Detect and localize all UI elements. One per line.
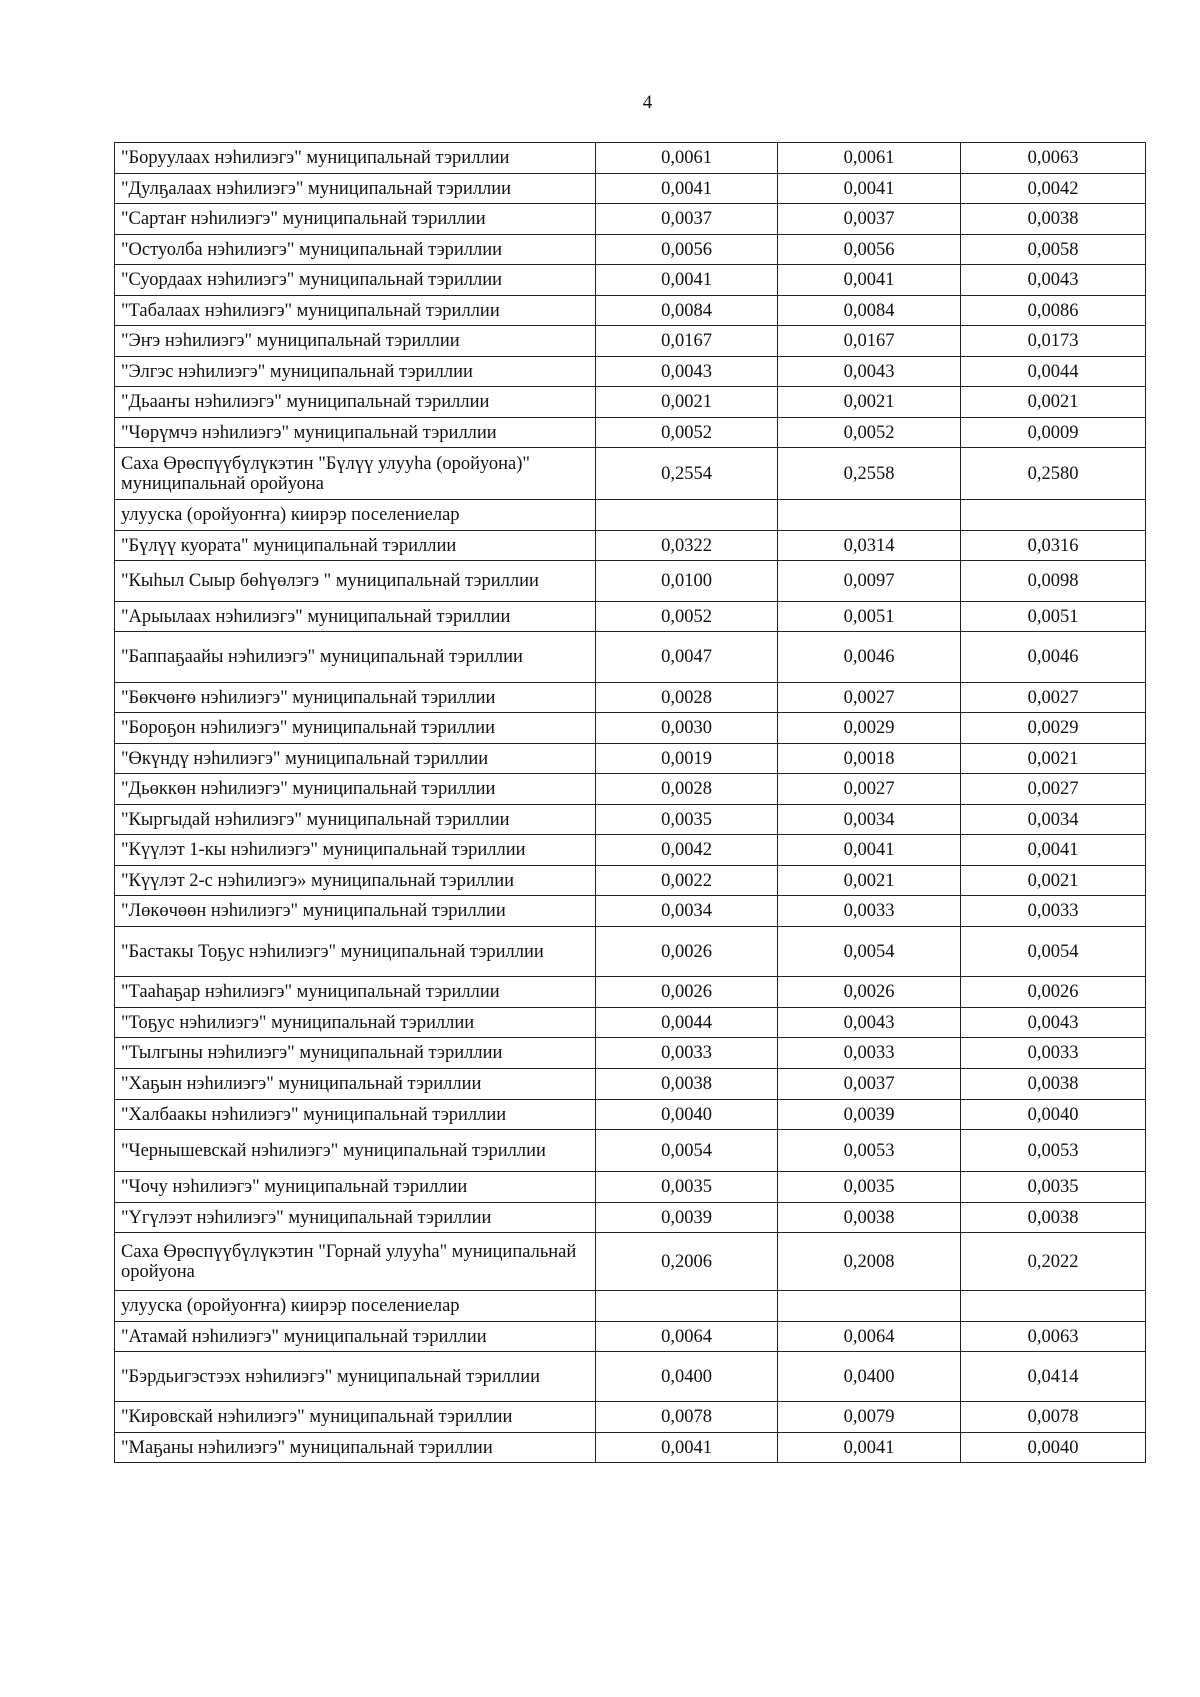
row-value-1: 0,0042 xyxy=(596,835,778,866)
row-value-3: 0,0414 xyxy=(961,1352,1146,1402)
row-value-3: 0,0054 xyxy=(961,927,1146,977)
row-name: "Суордаах нэһилиэгэ" муниципальнай тэриллии xyxy=(115,265,596,296)
row-value-1: 0,0064 xyxy=(596,1322,778,1352)
row-value-2: 0,0043 xyxy=(778,357,961,387)
row-value-2 xyxy=(778,500,961,531)
row-value-3: 0,0053 xyxy=(961,1130,1146,1172)
table-row xyxy=(115,1130,1146,1172)
row-value-1: 0,0028 xyxy=(596,774,778,805)
table-row xyxy=(115,174,1146,204)
table-row xyxy=(115,1008,1146,1038)
row-value-1: 0,2006 xyxy=(596,1233,778,1291)
table-row xyxy=(115,835,1146,866)
row-value-1: 0,0054 xyxy=(596,1130,778,1172)
row-value-3: 0,0021 xyxy=(961,387,1146,418)
row-value-3: 0,0046 xyxy=(961,632,1146,683)
row-value-2 xyxy=(778,1291,961,1322)
row-value-2: 0,0035 xyxy=(778,1172,961,1203)
row-value-3: 0,0026 xyxy=(961,977,1146,1008)
table-row xyxy=(115,1322,1146,1352)
row-value-1: 0,0021 xyxy=(596,387,778,418)
row-value-2: 0,0041 xyxy=(778,835,961,866)
table-row xyxy=(115,1233,1146,1291)
row-name: "Кыһыл Сыыр бөһүөлэгэ " муниципальнай тэриллии xyxy=(115,561,596,602)
row-name: "Дулҕалаах нэһилиэгэ" муниципальнай тэриллии xyxy=(115,174,596,204)
row-name: Саха Өрөспүүбүлүкэтин "Горнай улууһа" муниципальнай оройуона xyxy=(115,1233,596,1291)
table-row xyxy=(115,1203,1146,1233)
row-value-1: 0,0040 xyxy=(596,1100,778,1130)
row-value-1: 0,0167 xyxy=(596,326,778,357)
row-value-2: 0,0314 xyxy=(778,531,961,561)
row-value-1: 0,0052 xyxy=(596,418,778,448)
table-row xyxy=(115,418,1146,448)
row-name: "Баппаҕаайы нэһилиэгэ" муниципальнай тэриллии xyxy=(115,632,596,683)
row-value-2: 0,0033 xyxy=(778,1038,961,1069)
table-row xyxy=(115,602,1146,632)
row-value-1: 0,0019 xyxy=(596,744,778,774)
row-value-1: 0,0084 xyxy=(596,296,778,326)
table-row xyxy=(115,357,1146,387)
table-body xyxy=(115,143,1146,1463)
row-value-2: 0,0053 xyxy=(778,1130,961,1172)
row-name: улууска (оройуоҥҥа) киирэр поселениелар xyxy=(115,1291,596,1322)
row-value-3: 0,0040 xyxy=(961,1100,1146,1130)
row-value-2: 0,0041 xyxy=(778,265,961,296)
row-value-2: 0,0037 xyxy=(778,1069,961,1100)
row-name: "Бороҕон нэһилиэгэ" муниципальнай тэриллии xyxy=(115,713,596,744)
page-number: 4 xyxy=(642,92,653,113)
row-name: "Тоҕус нэһилиэгэ" муниципальнай тэриллии xyxy=(115,1008,596,1038)
row-value-2: 0,0041 xyxy=(778,174,961,204)
table-row xyxy=(115,1069,1146,1100)
table-row xyxy=(115,683,1146,713)
row-value-3: 0,0021 xyxy=(961,866,1146,896)
row-value-1: 0,0043 xyxy=(596,357,778,387)
row-value-2: 0,0026 xyxy=(778,977,961,1008)
row-value-1: 0,0026 xyxy=(596,977,778,1008)
table-row xyxy=(115,204,1146,235)
row-name: улууска (оройуоҥҥа) киирэр поселениелар xyxy=(115,500,596,531)
row-value-1: 0,0078 xyxy=(596,1402,778,1433)
row-value-2: 0,0034 xyxy=(778,805,961,835)
row-value-2: 0,0027 xyxy=(778,683,961,713)
row-value-1: 0,0400 xyxy=(596,1352,778,1402)
row-value-1: 0,0039 xyxy=(596,1203,778,1233)
row-value-3: 0,0029 xyxy=(961,713,1146,744)
row-value-3: 0,0021 xyxy=(961,744,1146,774)
row-value-1: 0,0028 xyxy=(596,683,778,713)
row-value-2: 0,0052 xyxy=(778,418,961,448)
row-name: Саха Өрөспүүбүлүкэтин "Бүлүү улууһа (оройуона)" муниципальнай оройуона xyxy=(115,448,596,500)
row-name: "Атамай нэһилиэгэ" муниципальнай тэриллии xyxy=(115,1322,596,1352)
table-row xyxy=(115,1172,1146,1203)
row-value-2: 0,0021 xyxy=(778,866,961,896)
row-value-2: 0,0038 xyxy=(778,1203,961,1233)
row-value-1: 0,0033 xyxy=(596,1038,778,1069)
row-name: "Бүлүү куората" муниципальнай тэриллии xyxy=(115,531,596,561)
row-value-1: 0,0061 xyxy=(596,143,778,174)
row-value-2: 0,0051 xyxy=(778,602,961,632)
row-value-3: 0,0043 xyxy=(961,1008,1146,1038)
row-value-3: 0,2022 xyxy=(961,1233,1146,1291)
table-row xyxy=(115,500,1146,531)
row-value-1: 0,0041 xyxy=(596,265,778,296)
row-value-3: 0,0078 xyxy=(961,1402,1146,1433)
row-value-2: 0,0084 xyxy=(778,296,961,326)
row-value-3: 0,0063 xyxy=(961,143,1146,174)
row-name: "Күүлэт 1-кы нэһилиэгэ" муниципальнай тэриллии xyxy=(115,835,596,866)
table-row xyxy=(115,866,1146,896)
row-name: "Кировскай нэһилиэгэ" муниципальнай тэриллии xyxy=(115,1402,596,1433)
row-name: "Элгэс нэһилиэгэ" муниципальнай тэриллии xyxy=(115,357,596,387)
row-value-1: 0,0100 xyxy=(596,561,778,602)
row-value-2: 0,2558 xyxy=(778,448,961,500)
row-value-2: 0,0061 xyxy=(778,143,961,174)
table-row xyxy=(115,1100,1146,1130)
row-name: "Бөкчөҥө нэһилиэгэ" муниципальнай тэриллии xyxy=(115,683,596,713)
row-name: "Бастакы Тоҕус нэһилиэгэ" муниципальнай тэриллии xyxy=(115,927,596,977)
table-row xyxy=(115,1291,1146,1322)
row-value-3: 0,0040 xyxy=(961,1433,1146,1463)
row-value-2: 0,0056 xyxy=(778,235,961,265)
row-value-2: 0,0033 xyxy=(778,896,961,927)
row-name: "Күүлэт 2-с нэһилиэгэ» муниципальнай тэриллии xyxy=(115,866,596,896)
row-value-3: 0,0035 xyxy=(961,1172,1146,1203)
row-name: "Сартаҥ нэһилиэгэ" муниципальнай тэриллии xyxy=(115,204,596,235)
row-value-1: 0,0041 xyxy=(596,1433,778,1463)
row-value-3: 0,0033 xyxy=(961,1038,1146,1069)
row-name: "Хаҕын нэһилиэгэ" муниципальнай тэриллии xyxy=(115,1069,596,1100)
row-value-3: 0,0043 xyxy=(961,265,1146,296)
row-value-1: 0,0035 xyxy=(596,1172,778,1203)
table-row xyxy=(115,744,1146,774)
row-value-1: 0,0322 xyxy=(596,531,778,561)
row-value-3: 0,0041 xyxy=(961,835,1146,866)
table-row xyxy=(115,977,1146,1008)
table-row xyxy=(115,296,1146,326)
table-row xyxy=(115,1433,1146,1463)
row-name: "Чочу нэһилиэгэ" муниципальнай тэриллии xyxy=(115,1172,596,1203)
row-value-2: 0,0039 xyxy=(778,1100,961,1130)
row-value-3: 0,0173 xyxy=(961,326,1146,357)
row-value-1: 0,0052 xyxy=(596,602,778,632)
table-row xyxy=(115,896,1146,927)
row-name: "Лөкөчөөн нэһилиэгэ" муниципальнай тэриллии xyxy=(115,896,596,927)
table-row xyxy=(115,561,1146,602)
row-value-2: 0,0079 xyxy=(778,1402,961,1433)
table-row xyxy=(115,235,1146,265)
table-row xyxy=(115,387,1146,418)
row-value-1: 0,0038 xyxy=(596,1069,778,1100)
row-value-3 xyxy=(961,500,1146,531)
row-name: "Дьөккөн нэһилиэгэ" муниципальнай тэриллии xyxy=(115,774,596,805)
table-row xyxy=(115,774,1146,805)
table-row xyxy=(115,1038,1146,1069)
row-value-3: 0,0027 xyxy=(961,774,1146,805)
table-row xyxy=(115,1402,1146,1433)
row-value-1: 0,0030 xyxy=(596,713,778,744)
row-value-2: 0,0064 xyxy=(778,1322,961,1352)
table-row xyxy=(115,265,1146,296)
row-value-2: 0,0043 xyxy=(778,1008,961,1038)
row-name: "Эҥэ нэһилиэгэ" муниципальнай тэриллии xyxy=(115,326,596,357)
row-value-1 xyxy=(596,1291,778,1322)
row-value-2: 0,0029 xyxy=(778,713,961,744)
row-value-3: 0,0042 xyxy=(961,174,1146,204)
row-name: "Боруулаах нэһилиэгэ" муниципальнай тэриллии xyxy=(115,143,596,174)
row-value-3: 0,0044 xyxy=(961,357,1146,387)
row-value-3 xyxy=(961,1291,1146,1322)
row-value-1: 0,0044 xyxy=(596,1008,778,1038)
table-row xyxy=(115,632,1146,683)
row-name: "Тааһаҕар нэһилиэгэ" муниципальнай тэриллии xyxy=(115,977,596,1008)
table-row xyxy=(115,143,1146,174)
table-row xyxy=(115,448,1146,500)
row-value-1: 0,0034 xyxy=(596,896,778,927)
row-name: "Кыргыдай нэһилиэгэ" муниципальнай тэриллии xyxy=(115,805,596,835)
table-row xyxy=(115,531,1146,561)
row-value-3: 0,0063 xyxy=(961,1322,1146,1352)
row-value-3: 0,0009 xyxy=(961,418,1146,448)
row-name: "Халбаакы нэһилиэгэ" муниципальнай тэриллии xyxy=(115,1100,596,1130)
row-value-2: 0,0021 xyxy=(778,387,961,418)
row-value-2: 0,0097 xyxy=(778,561,961,602)
row-value-3: 0,0034 xyxy=(961,805,1146,835)
row-value-3: 0,0058 xyxy=(961,235,1146,265)
row-value-1: 0,0041 xyxy=(596,174,778,204)
row-name: "Арыылаах нэһилиэгэ" муниципальнай тэриллии xyxy=(115,602,596,632)
row-name: "Дьааҥы нэһилиэгэ" муниципальнай тэриллии xyxy=(115,387,596,418)
row-name: "Үгүлээт нэһилиэгэ" муниципальнай тэриллии xyxy=(115,1203,596,1233)
row-value-3: 0,0051 xyxy=(961,602,1146,632)
row-value-3: 0,0038 xyxy=(961,1069,1146,1100)
table-row xyxy=(115,326,1146,357)
row-name: "Чернышевскай нэһилиэгэ" муниципальнай тэриллии xyxy=(115,1130,596,1172)
row-value-1: 0,0047 xyxy=(596,632,778,683)
row-value-2: 0,0037 xyxy=(778,204,961,235)
row-value-3: 0,0033 xyxy=(961,896,1146,927)
table-row xyxy=(115,713,1146,744)
row-value-3: 0,0027 xyxy=(961,683,1146,713)
row-value-1: 0,2554 xyxy=(596,448,778,500)
row-name: "Чөрүмчэ нэһилиэгэ" муниципальнай тэриллии xyxy=(115,418,596,448)
row-value-3: 0,0038 xyxy=(961,1203,1146,1233)
row-value-1: 0,0037 xyxy=(596,204,778,235)
row-value-3: 0,0086 xyxy=(961,296,1146,326)
row-name: "Остуолба нэһилиэгэ" муниципальнай тэриллии xyxy=(115,235,596,265)
row-name: "Бэрдьигэстээх нэһилиэгэ" муниципальнай тэриллии xyxy=(115,1352,596,1402)
row-value-1: 0,0022 xyxy=(596,866,778,896)
row-value-2: 0,0167 xyxy=(778,326,961,357)
data-table xyxy=(114,142,1146,1463)
row-name: "Табалаах нэһилиэгэ" муниципальнай тэриллии xyxy=(115,296,596,326)
row-value-2: 0,0400 xyxy=(778,1352,961,1402)
row-value-3: 0,0316 xyxy=(961,531,1146,561)
row-value-3: 0,0098 xyxy=(961,561,1146,602)
table-row xyxy=(115,927,1146,977)
row-value-2: 0,0027 xyxy=(778,774,961,805)
row-value-2: 0,0046 xyxy=(778,632,961,683)
row-value-1: 0,0056 xyxy=(596,235,778,265)
row-name: "Маҕаны нэһилиэгэ" муниципальнай тэриллии xyxy=(115,1433,596,1463)
row-value-1: 0,0035 xyxy=(596,805,778,835)
row-value-1: 0,0026 xyxy=(596,927,778,977)
row-value-2: 0,0041 xyxy=(778,1433,961,1463)
row-value-1 xyxy=(596,500,778,531)
row-value-2: 0,0018 xyxy=(778,744,961,774)
table-row xyxy=(115,1352,1146,1402)
row-name: "Тылгыны нэһилиэгэ" муниципальнай тэриллии xyxy=(115,1038,596,1069)
row-value-2: 0,0054 xyxy=(778,927,961,977)
row-name: "Өкүндү нэһилиэгэ" муниципальнай тэриллии xyxy=(115,744,596,774)
table-row xyxy=(115,805,1146,835)
row-value-3: 0,2580 xyxy=(961,448,1146,500)
row-value-2: 0,2008 xyxy=(778,1233,961,1291)
row-value-3: 0,0038 xyxy=(961,204,1146,235)
